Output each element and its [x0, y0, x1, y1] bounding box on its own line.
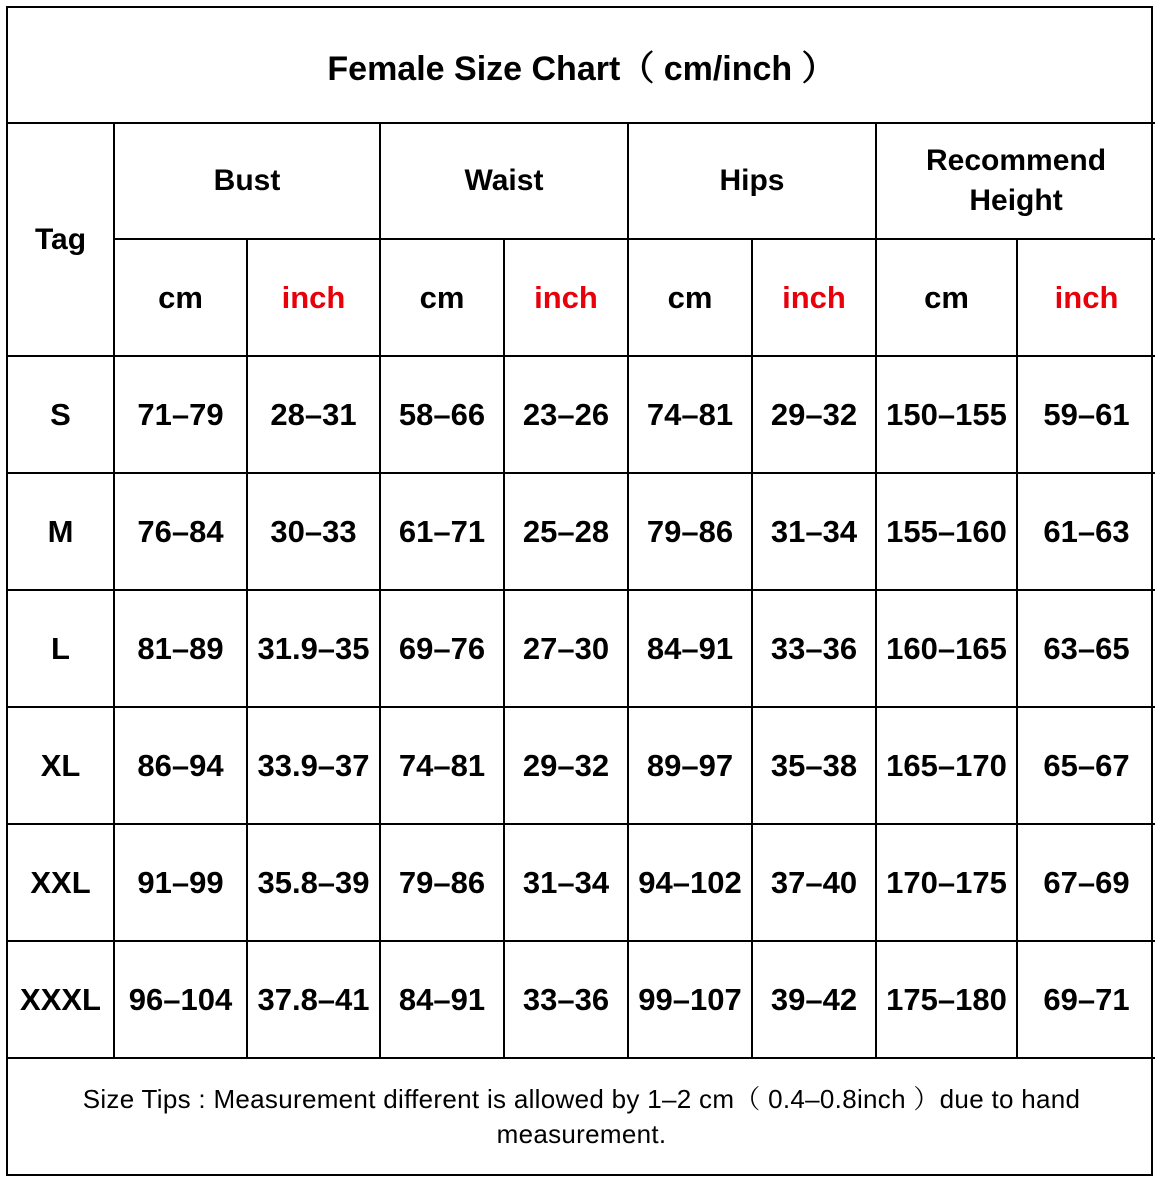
size-tag: S: [8, 356, 114, 473]
height-inch: 61–63: [1017, 473, 1155, 590]
waist-inch: 29–32: [504, 707, 628, 824]
size-tag: L: [8, 590, 114, 707]
hips-cm: 89–97: [628, 707, 752, 824]
height-inch: 67–69: [1017, 824, 1155, 941]
group-header-row: [8, 123, 1155, 239]
waist-inch: 25–28: [504, 473, 628, 590]
bust-cm-header: cm: [114, 239, 247, 356]
height-cm: 155–160: [876, 473, 1017, 590]
bust-cm: 86–94: [114, 707, 247, 824]
height-inch: 59–61: [1017, 356, 1155, 473]
hips-cm: 74–81: [628, 356, 752, 473]
hips-header: Hips: [628, 123, 876, 239]
hips-inch: 39–42: [752, 941, 876, 1058]
waist-inch-header: inch: [504, 239, 628, 356]
recommend-height-header: Recommend Height: [876, 123, 1155, 239]
waist-cm: 74–81: [380, 707, 504, 824]
bust-inch: 30–33: [247, 473, 380, 590]
hips-inch: 33–36: [752, 590, 876, 707]
waist-cm: 79–86: [380, 824, 504, 941]
size-tips: Size Tips : Measurement different is allowed by 1–2 cm（ 0.4–0.8inch ）due to hand measurement.: [8, 1058, 1155, 1204]
bust-cm: 76–84: [114, 473, 247, 590]
unit-header-row: [8, 239, 1155, 356]
tag-header: Tag: [8, 123, 114, 356]
tip-row: [8, 1058, 1155, 1204]
bust-inch: 37.8–41: [247, 941, 380, 1058]
height-inch: 69–71: [1017, 941, 1155, 1058]
height-inch-header: inch: [1017, 239, 1155, 356]
height-cm: 170–175: [876, 824, 1017, 941]
size-table: [8, 8, 1155, 1204]
hips-inch: 29–32: [752, 356, 876, 473]
height-cm: 165–170: [876, 707, 1017, 824]
bust-inch: 31.9–35: [247, 590, 380, 707]
bust-cm: 81–89: [114, 590, 247, 707]
height-cm: 175–180: [876, 941, 1017, 1058]
size-tag: XXL: [8, 824, 114, 941]
hips-cm: 84–91: [628, 590, 752, 707]
waist-inch: 31–34: [504, 824, 628, 941]
hips-cm: 79–86: [628, 473, 752, 590]
size-tag: M: [8, 473, 114, 590]
waist-cm: 84–91: [380, 941, 504, 1058]
chart-title: Female Size Chart（ cm/inch ）: [8, 8, 1155, 123]
waist-cm: 61–71: [380, 473, 504, 590]
hips-cm-header: cm: [628, 239, 752, 356]
hips-inch: 31–34: [752, 473, 876, 590]
size-tag: XXXL: [8, 941, 114, 1058]
hips-cm: 94–102: [628, 824, 752, 941]
table-row: [8, 473, 1155, 590]
waist-cm: 58–66: [380, 356, 504, 473]
bust-inch: 35.8–39: [247, 824, 380, 941]
table-row: [8, 590, 1155, 707]
hips-inch: 37–40: [752, 824, 876, 941]
size-tag: XL: [8, 707, 114, 824]
waist-header: Waist: [380, 123, 628, 239]
bust-cm: 71–79: [114, 356, 247, 473]
table-row: [8, 356, 1155, 473]
height-inch: 63–65: [1017, 590, 1155, 707]
waist-inch: 33–36: [504, 941, 628, 1058]
hips-inch: 35–38: [752, 707, 876, 824]
bust-cm: 96–104: [114, 941, 247, 1058]
height-cm-header: cm: [876, 239, 1017, 356]
waist-inch: 23–26: [504, 356, 628, 473]
height-inch: 65–67: [1017, 707, 1155, 824]
hips-inch-header: inch: [752, 239, 876, 356]
table-row: [8, 941, 1155, 1058]
bust-cm: 91–99: [114, 824, 247, 941]
bust-header: Bust: [114, 123, 380, 239]
hips-cm: 99–107: [628, 941, 752, 1058]
waist-cm: 69–76: [380, 590, 504, 707]
bust-inch-header: inch: [247, 239, 380, 356]
waist-inch: 27–30: [504, 590, 628, 707]
table-row: [8, 824, 1155, 941]
table-row: [8, 707, 1155, 824]
height-cm: 160–165: [876, 590, 1017, 707]
waist-cm-header: cm: [380, 239, 504, 356]
bust-inch: 33.9–37: [247, 707, 380, 824]
size-chart: [6, 6, 1153, 1176]
height-cm: 150–155: [876, 356, 1017, 473]
title-row: [8, 8, 1155, 123]
bust-inch: 28–31: [247, 356, 380, 473]
